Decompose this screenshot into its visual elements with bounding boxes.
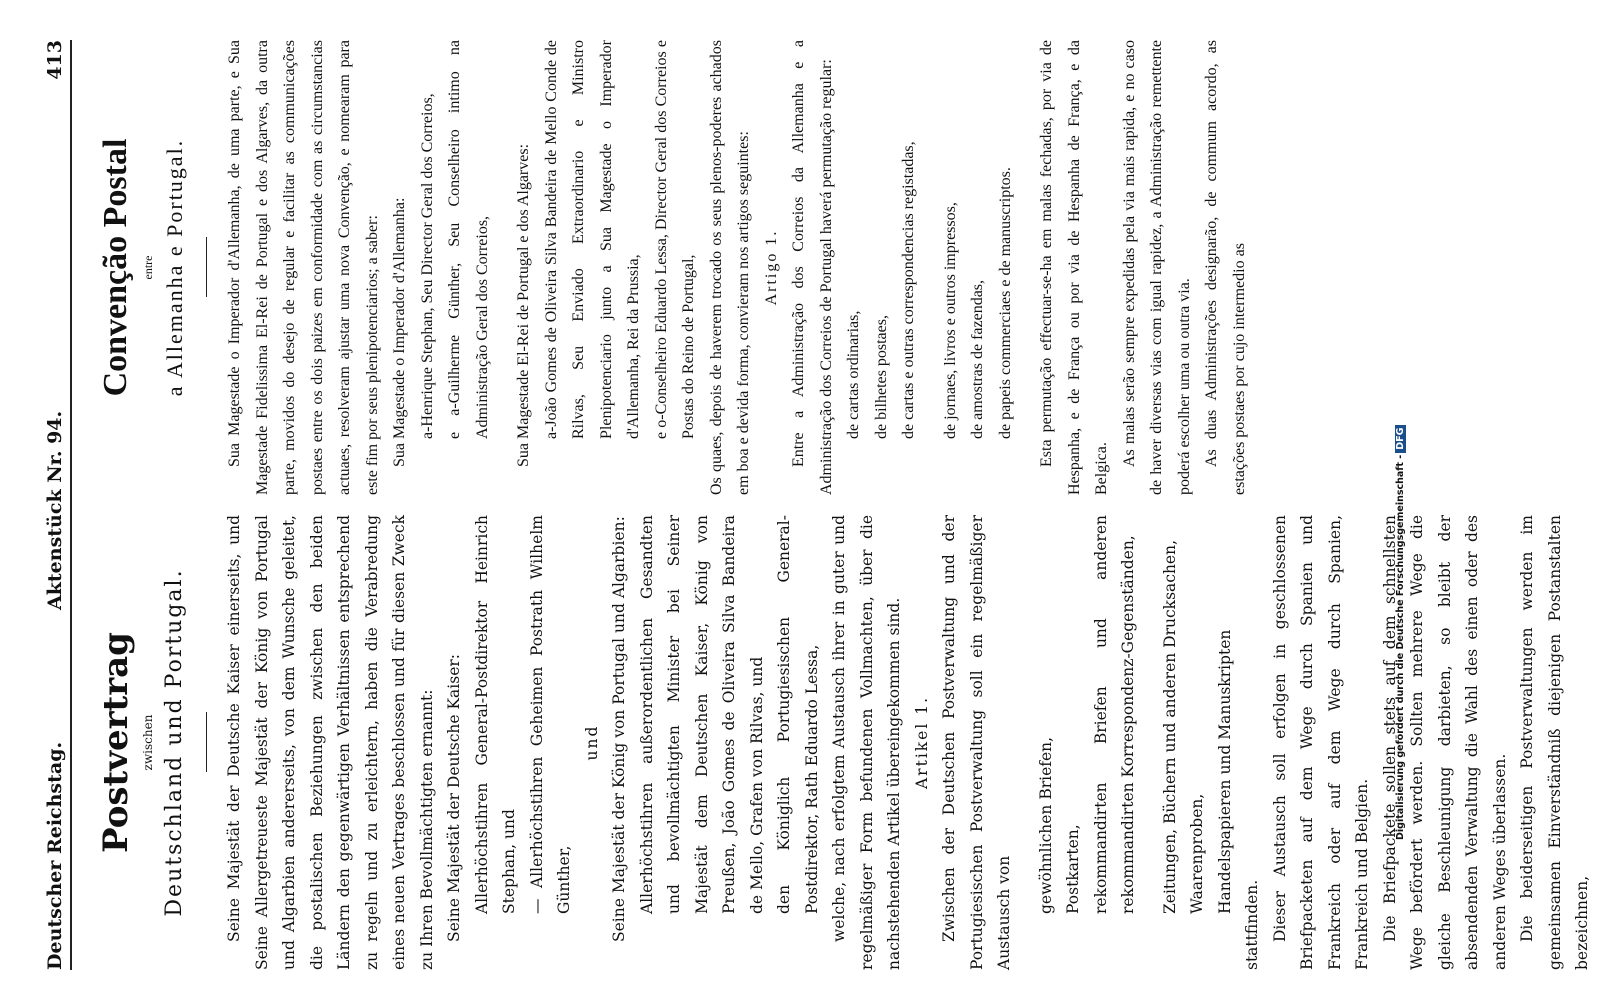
list-item: rekommandirten Briefen und anderen rekommandirten Korrespondenz-Gegenständen,	[1091, 515, 1137, 914]
list-item: de papeis commerciaes e de manuscriptos.	[996, 167, 1014, 439]
german-subtitle: Deutschland und Portugal.	[162, 568, 187, 917]
portuguese-between: entre	[141, 255, 155, 280]
page-number: 413	[44, 40, 66, 80]
german-article: Artikel 1.	[912, 695, 931, 790]
portuguese-para-1: Esta permutação effectuar-se-ha em malas fechadas, por via de Hespanha, e de França ou por via de Hespanha de França, e da Belgica.	[1038, 40, 1110, 495]
portuguese-column	[84, 40, 1384, 495]
list-item: Waarenproben,	[1188, 793, 1206, 914]
german-rep2: — Allerhöchstihren Geheimen Postrath Wilhelm Günther,	[527, 515, 573, 914]
portuguese-intro: Sua Magestade o Imperador d'Allemanha, de uma parte, e Sua Magestade Fidelissima El-Rei de Portugal e dos Algarves, da outra parte, movidos do desejo de regular e facilitar as communicações postaes entre os dois paizes em conformidade com as circumstancias actuaes, resolveram ajustar uma nova Convenção, e nomearam para este fim por seus plenipotenciarios; a saber:	[226, 40, 381, 495]
portuguese-rep2: e a-Guilherme Günther, Seu Conselheiro intimo na Administração Geral dos Correios,	[446, 40, 491, 439]
dfg-logo: DFG	[1395, 425, 1406, 453]
list-item: Zeitungen, Büchern und anderen Drucksachen,	[1160, 539, 1179, 914]
german-closing: welche, nach erfolgtem Austausch ihrer in guter und regelmäßiger Form befundenen Vollmachten, über die nachstehenden Artikel übereingekommen sind.	[830, 515, 903, 970]
portuguese-rep3: a-João Gomes de Oliveira Silva Bandeira de Mello Conde de Rilvas, Seu Enviado Extraordinario e Ministro Plenipotenciario junto a Sua Magestade o Imperador d'Allemanha, Rei da Prussia,	[542, 40, 642, 439]
portuguese-article-text: Entre a Administração dos Correios da Allemanha e a Administração dos Correios de Portugal haverá permutação regular:	[790, 40, 835, 495]
list-item: de bilhetes postaes,	[872, 315, 890, 439]
portuguese-subtitle: a Allemanha e Portugal.	[162, 138, 187, 397]
divider	[206, 713, 207, 773]
portuguese-para-3: As duas Administrações designarão, de commum acordo, as estações postaes por cujo intermedio as	[1203, 40, 1248, 495]
list-item: Handelspapieren und Manuskripten	[1215, 629, 1234, 914]
german-title: Postvertrag	[96, 632, 136, 853]
german-para-2: Die Briefpackete sollen stets auf dem schnellsten Wege befördert werden. Sollten mehrere Wege die gleiche Beschleunigung darbieten, so bleibt der absendenden Verwaltung die Wahl des einen oder des anderen Weges überlassen.	[1380, 515, 1509, 970]
portuguese-closing: Os quaes, depois de haverem trocado os seus plenos-poderes achados em boa e devida forma, convieram nos artigos seguintes:	[707, 40, 752, 495]
portuguese-rei: Sua Magestade El-Rei de Portugal e dos Algarves:	[515, 143, 532, 467]
german-kaiser: Seine Majestät der Deutsche Kaiser:	[445, 654, 463, 942]
portuguese-imperador: Sua Magestade o Imperador d'Allemanha:	[391, 197, 408, 467]
german-between: zwischen	[141, 714, 155, 771]
list-item: de cartas e outras correspondencias registadas,	[900, 141, 917, 439]
german-para-3: Die beiderseitigen Postverwaltungen werden im gemeinsamen Einverständniß diejenigen Postanstalten bezeichnen,	[1518, 515, 1591, 970]
header-left: Deutscher Reichstag.	[44, 741, 66, 970]
german-koenig: Seine Majestät der König von Portugal und Algarbien:	[610, 516, 628, 942]
page-header	[40, 40, 72, 970]
german-article-text: Zwischen der Deutschen Postverwaltung und der Portugiesischen Postverwaltung soll ein regelmäßiger Austausch von	[940, 515, 1013, 970]
list-item: de cartas ordinarias,	[845, 310, 862, 439]
digitization-credit	[1395, 425, 1406, 840]
portuguese-rep4: e o-Conselheiro Eduardo Lessa, Director Geral dos Correios e Postas do Reino de Portugal,	[652, 40, 697, 439]
divider	[206, 238, 207, 298]
german-und: und	[582, 724, 601, 761]
portuguese-rep1: a-Henrique Stephan, Seu Director Geral dos Correios,	[418, 93, 436, 439]
portuguese-para-2: As malas serão sempre expedidas pela via mais rapida, e no caso de haver diversas vias com igual rapidez, a Administração remettente poderá escolher uma ou outra via.	[1120, 40, 1193, 495]
german-para-1: Dieser Austausch soll erfolgen in geschlossenen Briefpacketen auf dem Wege durch Spanien und Frankreich oder auf dem Wege durch Spanien, Frankreich und Belgien.	[1270, 515, 1371, 970]
list-item: de amostras de fazendas,	[969, 279, 986, 439]
portuguese-article: Artigo 1.	[762, 229, 780, 306]
header-center: Aktenstück Nr. 94.	[44, 410, 66, 610]
portuguese-title: Convenção Postal	[97, 138, 134, 397]
german-rep3: Allerhöchstihren außerordentlichen Gesandten und bevollmächtigten Minister bei Seiner Majestät dem Deutschen Kaiser, König von Preußen, João Gomes de Oliveira Silva Bandeira de Mello, Grafen von Rilvas, und	[637, 515, 766, 914]
credit-text: Digitalisierung gefördert durch die Deutsche Forschungsgemeinschaft -	[1395, 454, 1406, 840]
german-intro: Seine Majestät der Deutsche Kaiser einerseits, und Seine Allergetreueste Majestät der König von Portugal und Algarbien andererseits, von dem Wunsche geleitet, die postalischen Beziehungen zwischen den beiden Ländern den gegenwärtigen Verhältnissen entsprechend zu regeln und zu erleichtern, haben die Verabredung eines neuen Vertrages beschlossen und für diesen Zweck zu Ihren Bevollmächtigten ernannt:	[225, 515, 436, 970]
german-stattfinden: stattfinden.	[1243, 879, 1261, 970]
list-item: gewöhnlichen Briefen,	[1036, 736, 1055, 914]
list-item: de jornaes, livros e outros impressos,	[941, 202, 959, 439]
german-rep4: den Königlich Portugiesischen General-Postdirektor, Rath Eduardo Lessa,	[775, 515, 821, 914]
german-rep1: Allerhöchstihren General-Postdirektor Heinrich Stephan, und	[472, 515, 518, 914]
list-item: Postkarten,	[1064, 824, 1082, 914]
